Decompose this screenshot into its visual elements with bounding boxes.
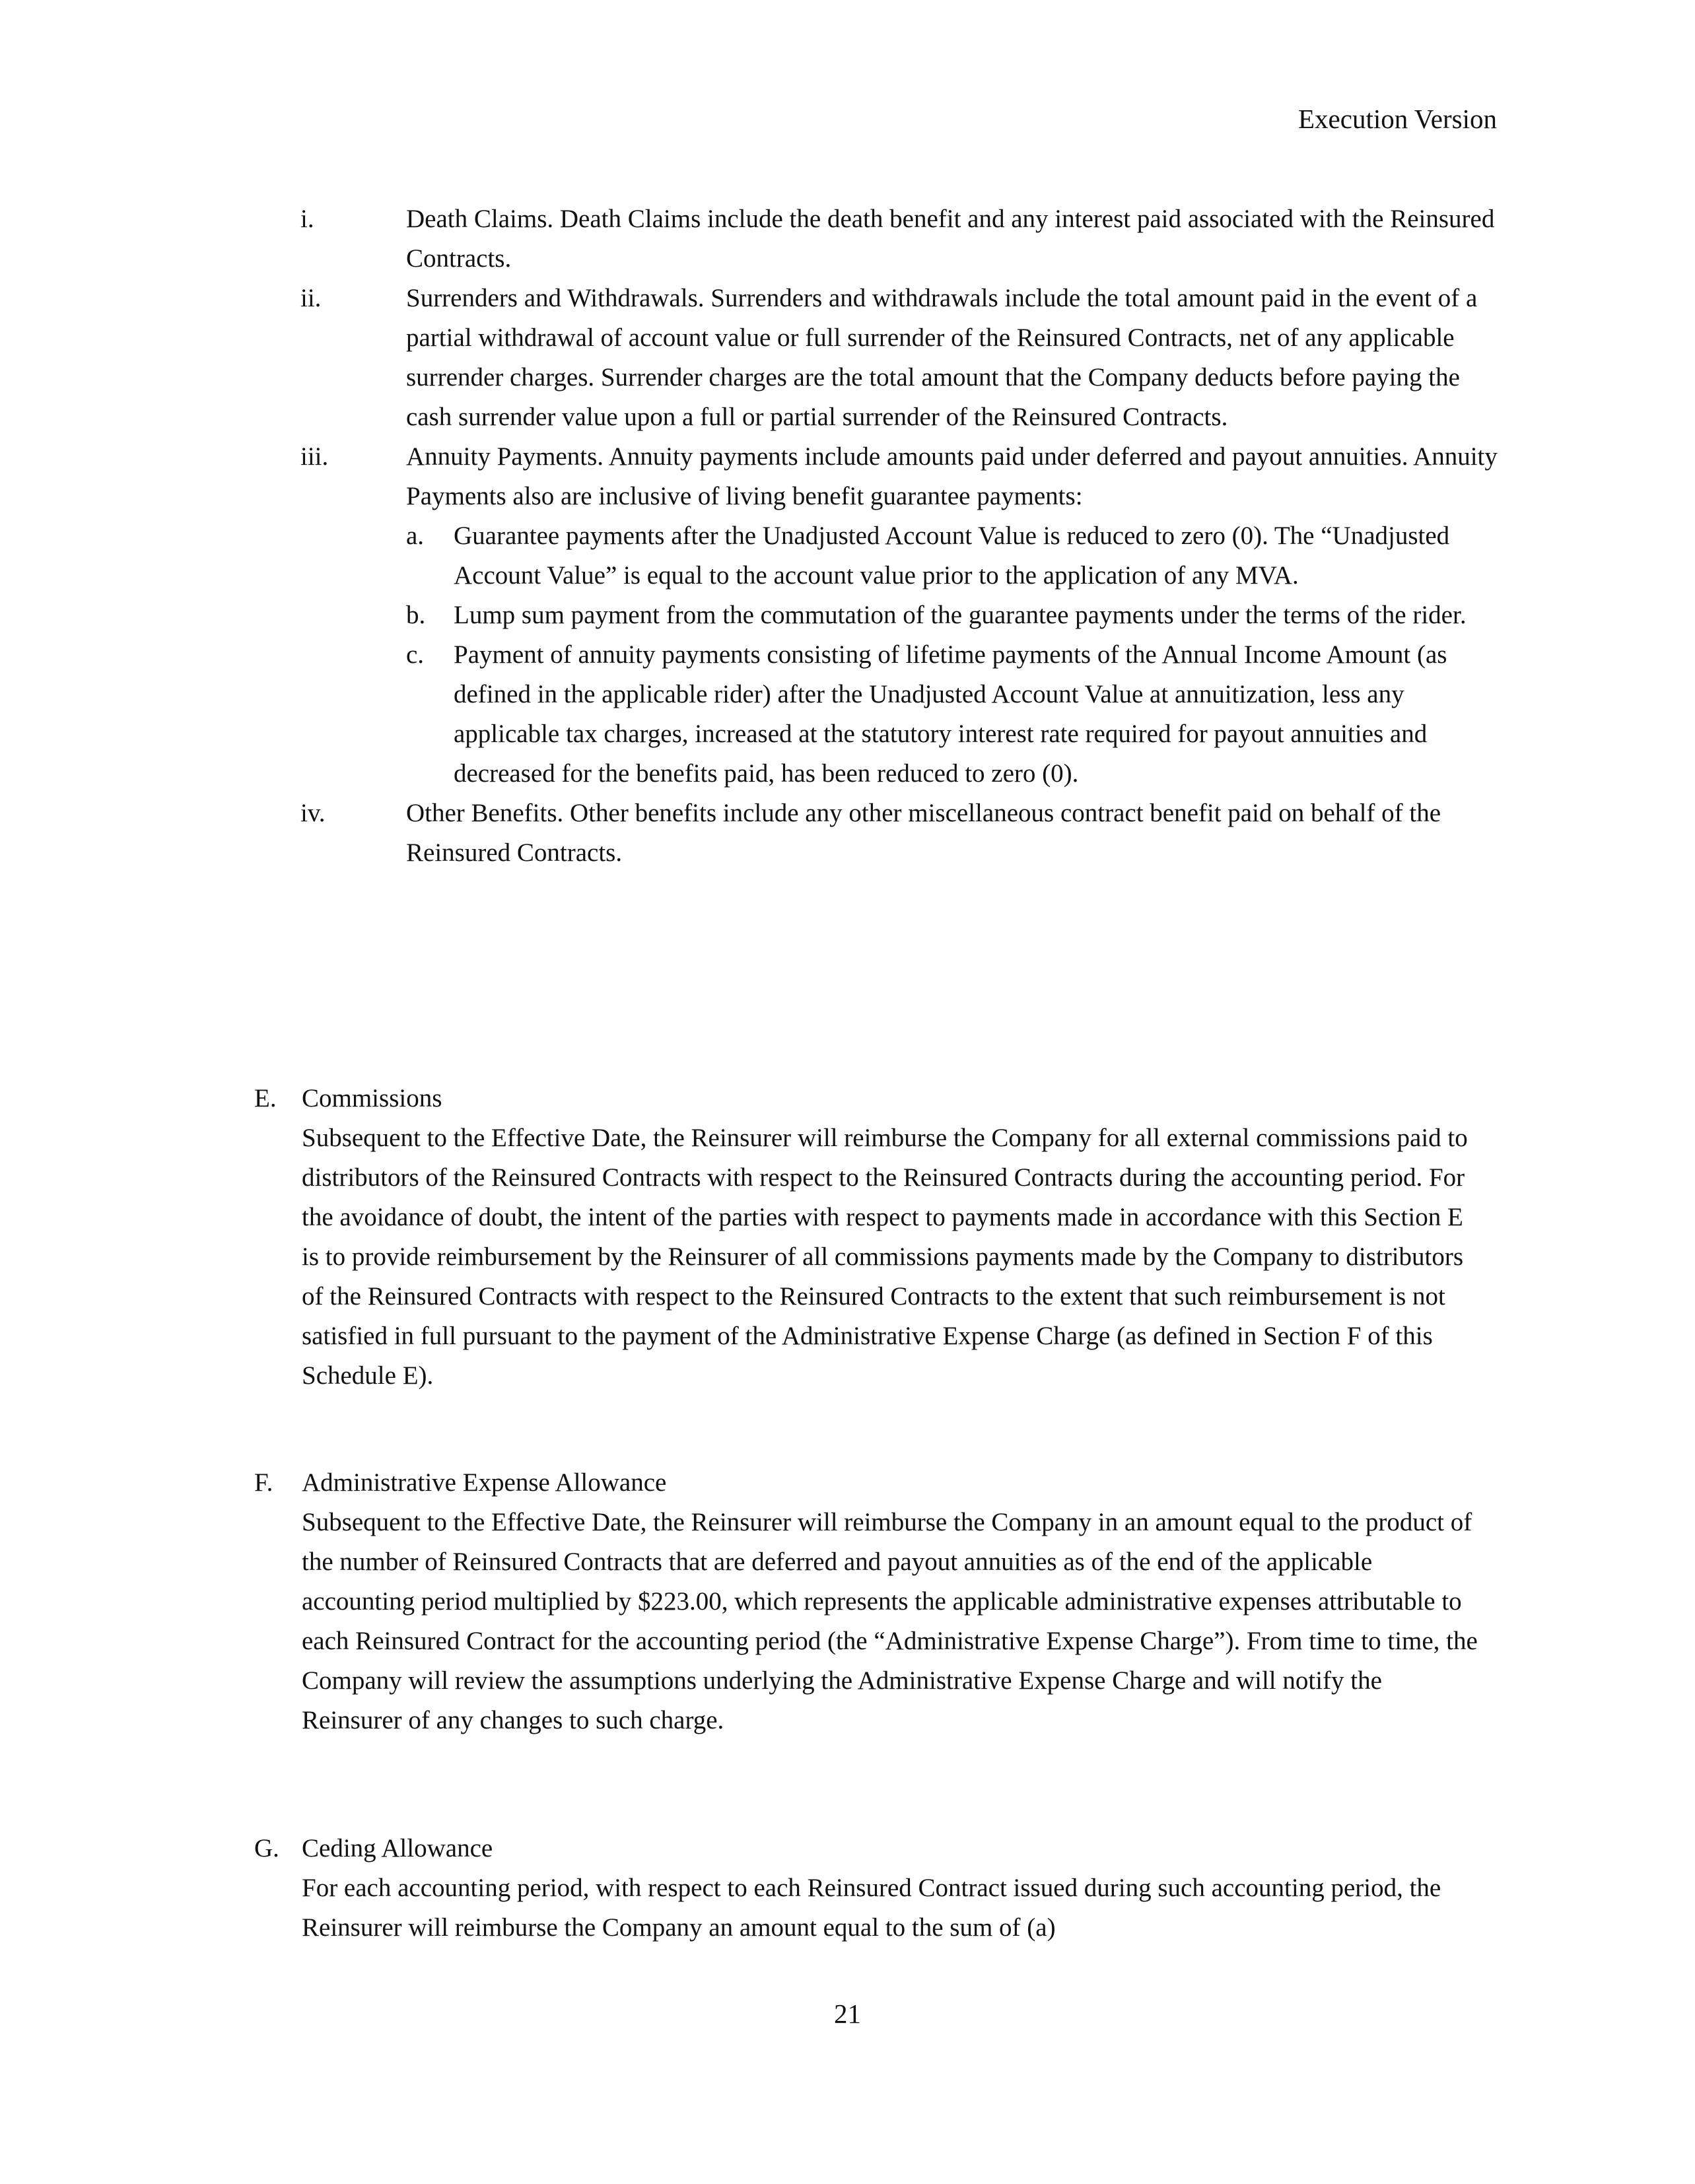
section-body: Subsequent to the Effective Date, the Reinsurer will reimburse the Company in an amount equal to the product of the number of Reinsured Contracts that are deferred and payout annuities as of the end of the applicable accounting period multiplied by $223.00, which represents the applicable administrative expenses attributable to each Reinsured Contract for the accounting period (the “Administrative Expense Charge”). From time to time, the Company will review the assumptions underlying the Administrative Expense Charge and will notify the Reinsurer of any changes to such charge. [302,1508,1478,1734]
list-item-text: Death Claims. Death Claims include the death benefit and any interest paid associated with the Reinsured Contracts. [406,205,1495,273]
section-body: Subsequent to the Effective Date, the Reinsurer will reimburse the Company for all external commissions paid to distributors of the Reinsured Contracts with respect to the Reinsured Contracts during the accounting period. For the avoidance of doubt, the intent of the parties with respect to payments made in accordance with this Section E is to provide reimbursement by the Reinsurer of all commissions payments made by the Company to distributors of the Reinsured Contracts with respect to the Reinsured Contracts to the extent that such reimbursement is not satisfied in full pursuant to the payment of the Administrative Expense Charge (as defined in Section F of this Schedule E). [302,1124,1468,1390]
list-item-text: Other Benefits. Other benefits include any other miscellaneous contract benefit paid on behalf of the Reinsured Contracts. [406,799,1441,867]
list-item-number: iv. [300,799,326,827]
section-administrative-expense-allowance [254,1463,1482,1740]
sub-list-item [406,635,1509,794]
section-body: For each accounting period, with respect to each Reinsured Contract issued during such accounting period, the Reinsurer will reimburse the Company an amount equal to the sum of (a) [302,1874,1441,1942]
section-title: Ceding Allowance [302,1834,493,1862]
list-item-number: i. [300,205,314,233]
sub-list-item-text: Payment of annuity payments consisting of lifetime payments of the Annual Income Amount (as defined in the applicable rider) after the Unadjusted Account Value at annuitization, less any applicable tax charges, increased at the statutory interest rate required for payout annuities and decreased for the benefits paid, has been reduced to zero (0). [454,640,1447,788]
sub-list-item [406,516,1509,596]
sub-list-item-text: Guarantee payments after the Unadjusted Account Value is reduced to zero (0). The “Unadjusted Account Value” is equal to the account value prior to the application of any MVA. [454,522,1450,590]
section-title: Commissions [302,1084,442,1112]
sub-list-item [406,596,1509,635]
list-item-number: iii. [300,442,329,471]
sub-list [406,516,1509,794]
list-item [300,279,1509,437]
page-number: 21 [834,1998,861,2029]
document-version-label: Execution Version [1298,104,1497,134]
section-letter: E. [254,1084,277,1112]
section-letter: G. [254,1834,279,1862]
section-heading [254,1079,1482,1118]
list-item [300,794,1509,873]
section-commissions [254,1079,1482,1396]
section-title: Administrative Expense Allowance [302,1468,667,1497]
list-item-text: Surrenders and Withdrawals. Surrenders and withdrawals include the total amount paid in the event of a partial withdrawal of account value or full surrender of the Reinsured Contracts, net of any applicable surrender charges. Surrender charges are the total amount that the Company deducts before paying the cash surrender value upon a full or partial surrender of the Reinsured Contracts. [406,284,1478,431]
section-letter: F. [254,1468,273,1497]
list-item-number: ii. [300,284,322,312]
section-heading [254,1829,1482,1868]
list-item [300,437,1509,794]
list-item [300,199,1509,279]
sub-list-item-text: Lump sum payment from the commutation of the guarantee payments under the terms of the rider. [454,601,1467,629]
benefit-list [300,199,1509,873]
section-ceding-allowance [254,1829,1482,1948]
sub-list-item-letter: a. [406,522,425,550]
section-heading [254,1463,1482,1503]
sub-list-item-letter: c. [406,640,425,669]
sub-list-item-letter: b. [406,601,426,629]
list-item-text: Annuity Payments. Annuity payments include amounts paid under deferred and payout annuities. Annuity Payments also are inclusive of living benefit guarantee payments: [406,442,1498,510]
